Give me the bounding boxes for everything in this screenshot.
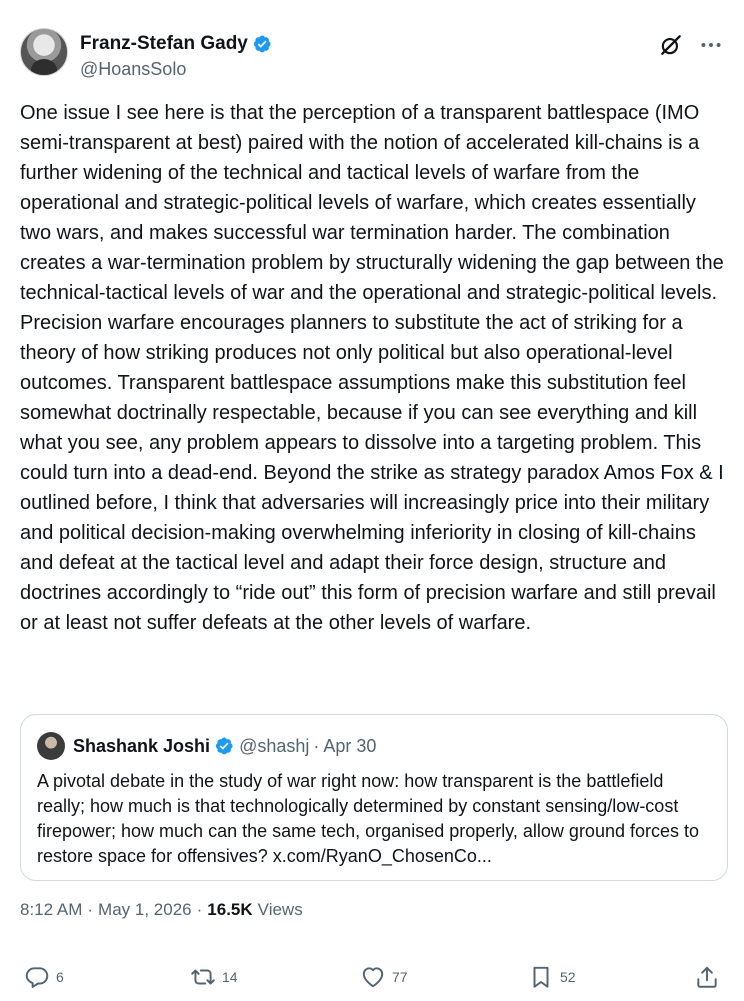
author-name-row: [80, 32, 272, 56]
bookmark-button[interactable]: [528, 962, 576, 992]
repost-count: 14: [222, 969, 238, 985]
quoted-date: Apr 30: [323, 735, 377, 756]
quoted-tweet-card[interactable]: [20, 714, 728, 881]
quoted-tweet-text: A pivotal debate in the study of war right now: how transparent is the battlefield really; how much is that technologically determined by constant sensing/low-cost firepower; how much can the same tech, organised properly, allow ground forces to restore space for offensives? x.com/RyanO_ChosenCo...: [37, 771, 700, 866]
quoted-author-name: Shashank Joshi: [73, 735, 211, 756]
reply-icon: [24, 964, 50, 990]
like-count: 77: [392, 969, 408, 985]
quoted-separator: ·: [313, 735, 320, 756]
repost-button[interactable]: [190, 962, 238, 992]
more-icon[interactable]: [698, 32, 724, 58]
verified-badge-icon: [252, 34, 272, 54]
verified-badge-icon: [214, 736, 234, 756]
author-handle[interactable]: @HoansSolo: [80, 59, 187, 79]
author-display-name[interactable]: Franz-Stefan Gady: [80, 33, 248, 54]
author-avatar[interactable]: [20, 28, 68, 76]
share-icon: [694, 964, 720, 990]
quoted-author-avatar: [37, 732, 65, 760]
views-label: Views: [257, 900, 303, 919]
bookmark-count: 52: [560, 969, 576, 985]
repost-icon: [190, 964, 216, 990]
heart-icon: [360, 964, 386, 990]
quoted-tweet-header: [37, 731, 711, 761]
grok-icon[interactable]: [658, 32, 684, 58]
meta-separator: ·: [87, 900, 94, 919]
quoted-author-handle: @shashj: [239, 735, 310, 756]
share-button[interactable]: [694, 962, 720, 992]
header-actions: [658, 32, 724, 58]
views-count: 16.5K: [207, 900, 253, 919]
meta-separator: ·: [196, 900, 203, 919]
tweet-header: [20, 28, 724, 82]
author-identity: [80, 32, 272, 81]
reply-count: 6: [56, 969, 64, 985]
reply-button[interactable]: [24, 962, 64, 992]
tweet-date[interactable]: May 1, 2026: [98, 900, 192, 919]
tweet-time[interactable]: 8:12 AM: [20, 900, 83, 919]
like-button[interactable]: [360, 962, 408, 992]
tweet-meta: [20, 900, 303, 920]
action-bar: [24, 962, 724, 992]
tweet-text: One issue I see here is that the perception of a transparent battlespace (IMO semi-transparent at best) paired with the notion of accelerated kill-chains is a further widening of the technical and tactical levels of warfare from the operational and strategic-political levels of warfare, which creates essentially two wars, and makes successful war termination harder. The combination creates a war-termination problem by structurally widening the gap between the technical-tactical levels of war and the operational and strategic-political levels. Precision warfare encourages planners to substitute the act of striking for a theory of how striking produces not only political but also operational-level outcomes. Transparent battlespace assumptions make this substitution feel somewhat doctrinally respectable, because if you can see everything and kill what you see, any problem appears to dissolve into a targeting problem. This could turn into a dead-end. Beyond the strike as strategy paradox Amos Fox & I outlined before, I think that adversaries will increasingly price into their military and political decision-making overwhelming inferiority in closing of kill-chains and defeat at the tactical level and adapt their force design, structure and doctrines accordingly to “ride out” this form of precision warfare and still prevail or at least not suffer defeats at the other levels of warfare.: [20, 102, 724, 634]
bookmark-icon: [528, 964, 554, 990]
